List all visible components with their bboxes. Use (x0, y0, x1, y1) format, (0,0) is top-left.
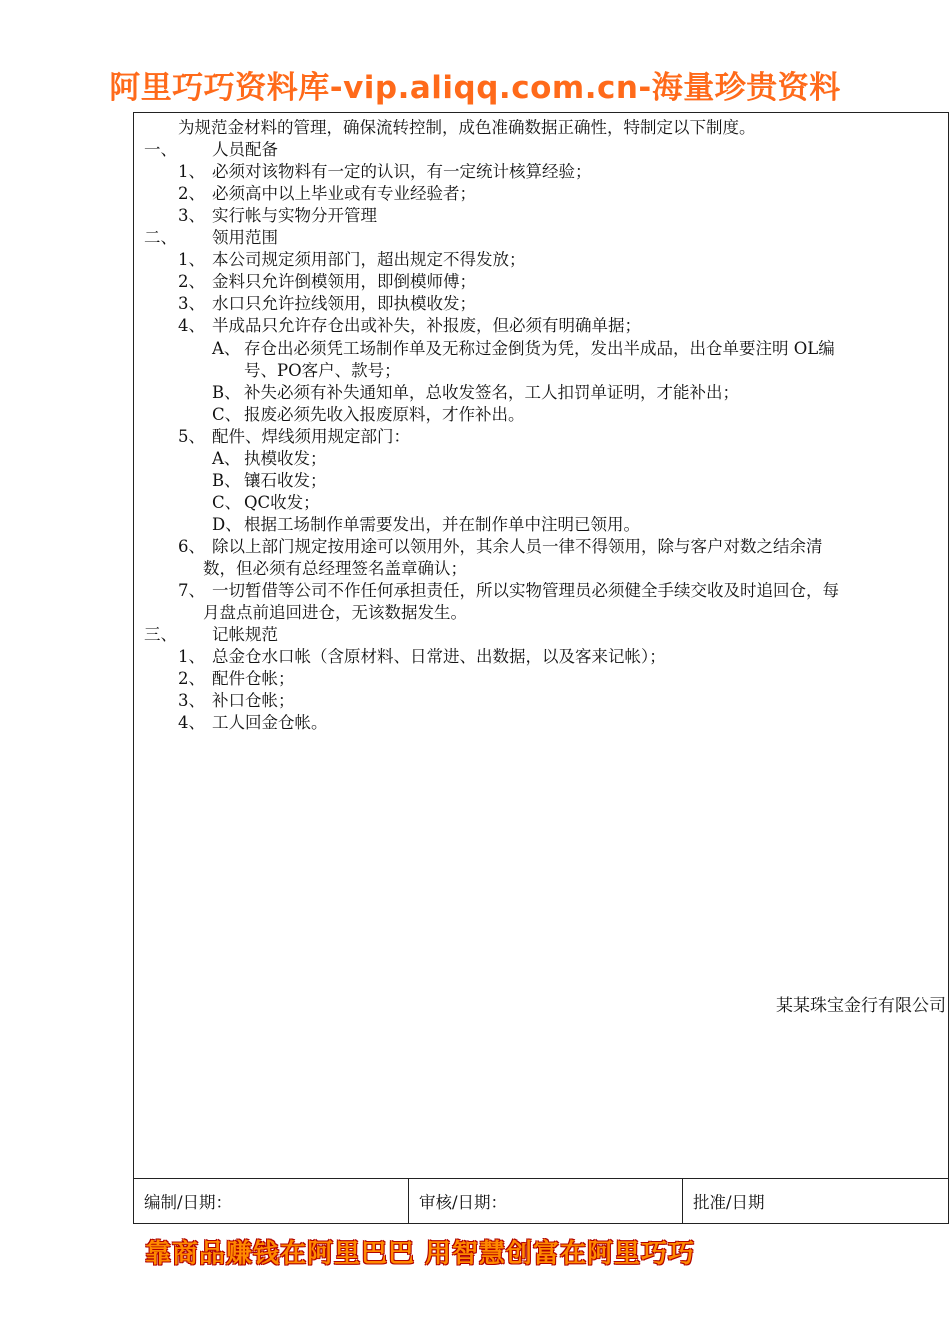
item-text: 必须高中以上毕业或有专业经验者； (212, 184, 476, 203)
item-num: 7、 (178, 581, 205, 600)
item-text: 除以上部门规定按用途可以领用外，其余人员一律不得领用，除与客户对数之结余清 (212, 537, 823, 556)
item-num: 4、 (178, 316, 205, 335)
section-title: 记帐规范 (212, 625, 278, 644)
item-num: 2、 (178, 272, 205, 291)
item-text-cont: 月盘点前追回进仓，无该数据发生。 (203, 603, 467, 622)
item-num: 4、 (178, 713, 205, 732)
subitem-letter: B、 (212, 383, 241, 402)
item-text: 半成品只允许存仓出或补失，补报废，但必须有明确单据； (212, 316, 641, 335)
item-text: 配件仓帐； (212, 669, 295, 688)
reviewed-by-cell: 审核/日期： (408, 1179, 682, 1223)
subitem-text: 补失必须有补失通知单，总收发签名，工人扣罚单证明，才能补出； (244, 383, 739, 402)
subitem-text: 执模收发； (244, 449, 327, 468)
subitem-text: 存仓出必须凭工场制作单及无称过金倒货为凭，发出半成品，出仓单要注明 OL编 (244, 339, 835, 358)
item-text: 总金仓水口帐（含原材料、日常进、出数据，以及客来记帐）； (212, 647, 666, 666)
item-text: 实行帐与实物分开管理 (212, 206, 377, 225)
subitem-text-cont: 号、PO客户、款号； (244, 361, 401, 380)
subitem-text: QC收发； (244, 493, 320, 512)
item-text-cont: 数，但必须有总经理签名盖章确认； (203, 559, 467, 578)
header-banner: 阿里巧巧资料库-vip.aliqq.com.cn-海量珍贵资料 (109, 70, 841, 106)
item-num: 1、 (178, 162, 205, 181)
subitem-text: 报废必须先收入报废原料，才作补出。 (244, 405, 525, 424)
section-title: 领用范围 (212, 228, 278, 247)
item-num: 6、 (178, 537, 205, 556)
item-text: 水口只允许拉线领用，即执模收发； (212, 294, 476, 313)
section-num: 二、 (144, 228, 177, 247)
approved-by-cell: 批准/日期 (682, 1179, 948, 1223)
subitem-letter: A、 (212, 449, 241, 468)
footer-banner: 靠商品赚钱在阿里巴巴 用智慧创富在阿里巧巧 (145, 1239, 696, 1269)
prepared-by-cell: 编制/日期： (144, 1193, 233, 1212)
item-num: 3、 (178, 691, 205, 710)
document-frame (133, 112, 949, 1224)
signature-row (134, 1178, 948, 1223)
intro-paragraph: 为规范金材料的管理，确保流转控制，成色准确数据正确性，特制定以下制度。 (178, 118, 756, 137)
section-num: 三、 (144, 625, 177, 644)
subitem-text: 镶石收发； (244, 471, 327, 490)
company-name: 某某珠宝金行有限公司 (776, 996, 946, 1016)
subitem-letter: C、 (212, 405, 242, 424)
item-text: 本公司规定须用部门，超出规定不得发放； (212, 250, 526, 269)
item-num: 2、 (178, 184, 205, 203)
item-num: 1、 (178, 647, 205, 666)
item-text: 一切暂借等公司不作任何承担责任，所以实物管理员必须健全手续交收及时追回仓，每 (212, 581, 839, 600)
item-text: 金料只允许倒模领用，即倒模师傅； (212, 272, 476, 291)
item-num: 2、 (178, 669, 205, 688)
subitem-letter: C、 (212, 493, 242, 512)
subitem-letter: A、 (212, 339, 241, 358)
section-num: 一、 (144, 140, 177, 159)
item-num: 3、 (178, 206, 205, 225)
subitem-letter: D、 (212, 515, 242, 534)
item-num: 1、 (178, 250, 205, 269)
item-text: 必须对该物料有一定的认识，有一定统计核算经验； (212, 162, 592, 181)
section-title: 人员配备 (212, 140, 278, 159)
item-text: 工人回金仓帐。 (212, 713, 328, 732)
item-num: 5、 (178, 427, 205, 446)
item-num: 3、 (178, 294, 205, 313)
subitem-text: 根据工场制作单需要发出，并在制作单中注明已领用。 (244, 515, 640, 534)
subitem-letter: B、 (212, 471, 241, 490)
item-text: 配件、焊线须用规定部门： (212, 427, 410, 446)
item-text: 补口仓帐； (212, 691, 295, 710)
